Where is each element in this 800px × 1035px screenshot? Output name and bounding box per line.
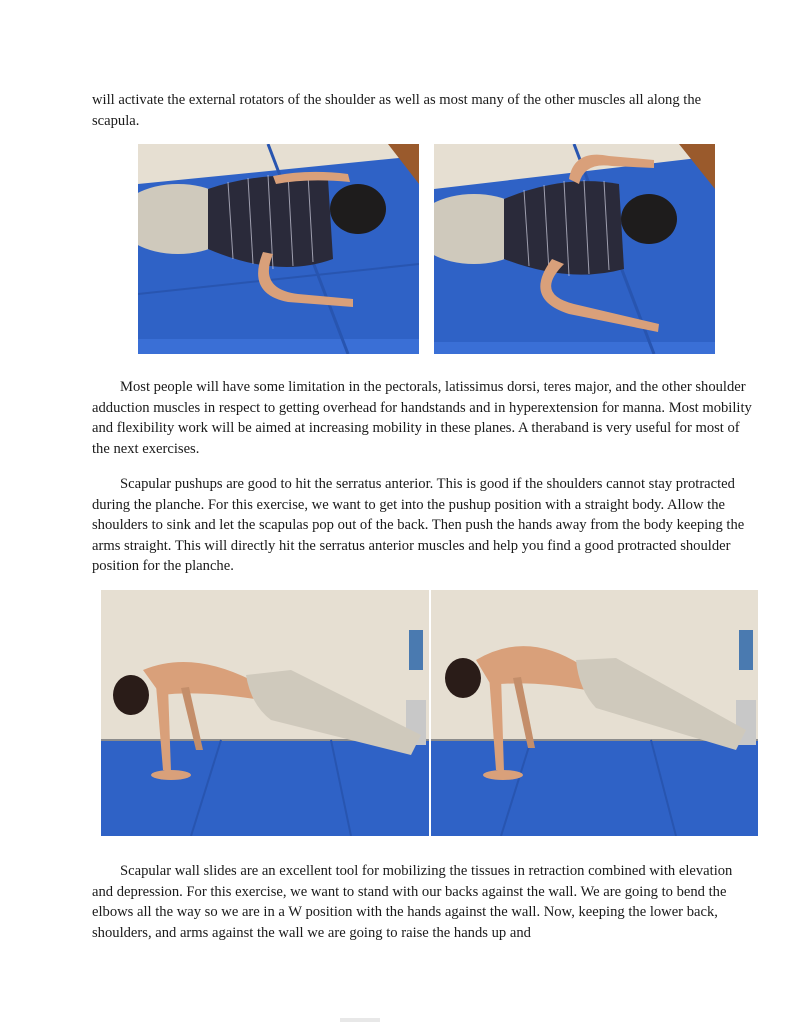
- paragraph-scapular-pushups: Scapular pushups are good to hit the serratus anterior. This is good if the shoulders cannot stay protracted during the planche. For this exercise, we want to get into the pushup position with a straight body. Allow the shoulders to sink and let the scapulas pop out of the back. Then push the hands away from the body keeping the arms straight. This will directly hit the serratus anterior muscles and help you find a good protracted shoulder position for the planche.: [92, 476, 745, 575]
- photo-pushup-retracted: [101, 590, 429, 836]
- photo-prone-arms-raised: [434, 144, 715, 354]
- page-footer-mark: [340, 1018, 380, 1022]
- paragraph-continuation: will activate the external rotators of the shoulder as well as most many of the other muscles all along the scapula.: [92, 92, 702, 129]
- photo-pushup-protracted: [431, 590, 758, 836]
- paragraph-scapular-wall-slides: Scapular wall slides are an excellent tool for mobilizing the tissues in retraction combined with elevation and depression. For this exercise, we want to stand with our backs against the wall. We are going to bend the elbows all the way so we are in a W position with the hands against the wall. Now, keeping the lower back, shoulders, and arms against the wall we are going to raise the hands up and: [92, 863, 733, 941]
- photo-prone-arms-low: [138, 144, 419, 354]
- paragraph-limitation: Most people will have some limitation in the pectorals, latissimus dorsi, teres major, and the other shoulder adduction muscles in respect to getting overhead for handstands and in hyperextension for manna. Most mobility and flexibility work will be aimed at increasing mobility in these planes. A theraband is very useful for most of the next exercises.: [92, 379, 752, 457]
